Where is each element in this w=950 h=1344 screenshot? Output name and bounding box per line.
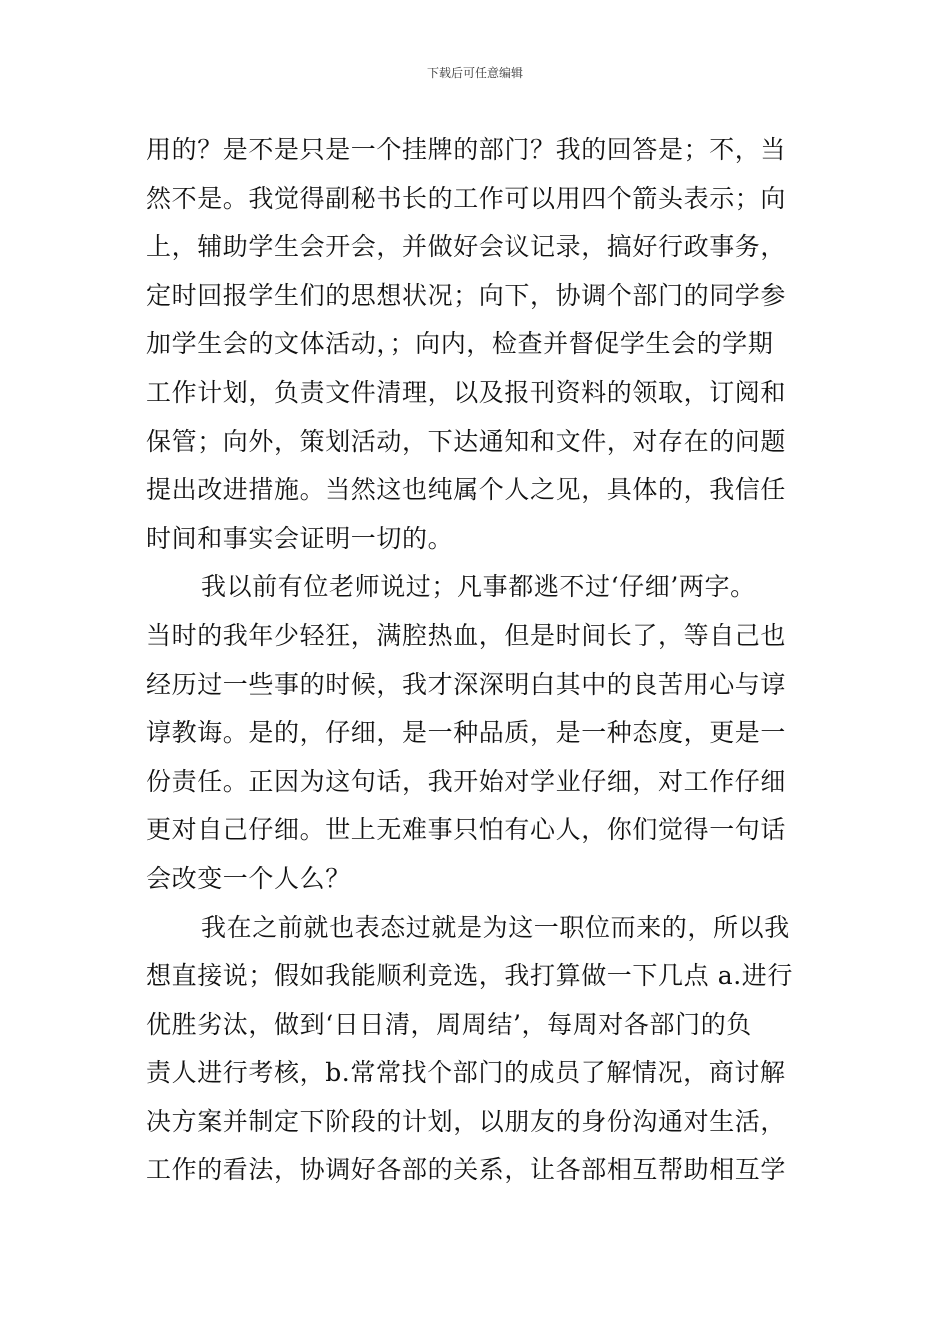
text-line: 然不是。我觉得副秘书长的工作可以用四个箭头表示；向	[146, 183, 787, 213]
document-body	[146, 126, 814, 1195]
text-line: 谆教诲。是的，仔细，是一种品质，是一种态度，更是一	[146, 718, 787, 748]
text-line: 保管；向外，策划活动，下达通知和文件，对存在的问题	[146, 426, 787, 456]
text-line: 定时回报学生们的思想状况；向下，协调个部门的同学参	[146, 280, 787, 310]
text-line: 上，辅助学生会开会，并做好会议记录，搞好行政事务，	[146, 232, 787, 262]
page-header: 下载后可任意编辑	[426, 66, 523, 80]
text-line: 份责任。正因为这句话，我开始对学业仔细，对工作仔细	[146, 766, 787, 796]
text-line: 更对自己仔细。世上无难事只怕有心人，你们觉得一句话	[146, 815, 787, 845]
text-line: 当时的我年少轻狂，满腔热血，但是时间长了，等自己也	[146, 620, 787, 650]
text-line: 优胜劣汰，做到‘日日清，周周结’，每周对各部门的负	[146, 1009, 752, 1039]
text-line: 责人进行考核，b.常常找个部门的成员了解情况，商讨解	[146, 1058, 786, 1088]
text-line: 想直接说；假如我能顺利竞选，我打算做一下几点 a.进行	[146, 961, 794, 991]
text-line: 会改变一个人么？	[146, 863, 351, 893]
text-line: 加学生会的文体活动，；向内，检查并督促学生会的学期	[146, 329, 774, 359]
text-line: 时间和事实会证明一切的。	[146, 523, 454, 553]
text-line: 工作的看法，协调好各部的关系，让各部相互帮助相互学	[146, 1155, 787, 1185]
text-line: 用的？是不是只是一个挂牌的部门？我的回答是；不，当	[146, 135, 787, 164]
paragraph-start-line: 我以前有位老师说过；凡事都逃不过‘仔细’两字。	[201, 572, 756, 602]
text-line: 经历过一些事的时候，我才深深明白其中的良苦用心与谆	[146, 669, 787, 699]
text-line: 提出改进措施。当然这也纯属个人之见，具体的，我信任	[146, 475, 787, 505]
text-line: 工作计划，负责文件清理，以及报刊资料的领取，订阅和	[146, 377, 787, 407]
text-line: 决方案并制定下阶段的计划，以朋友的身份沟通对生活，	[146, 1106, 787, 1136]
paragraph-start-line: 我在之前就也表态过就是为这一职位而来的，所以我	[201, 912, 790, 942]
